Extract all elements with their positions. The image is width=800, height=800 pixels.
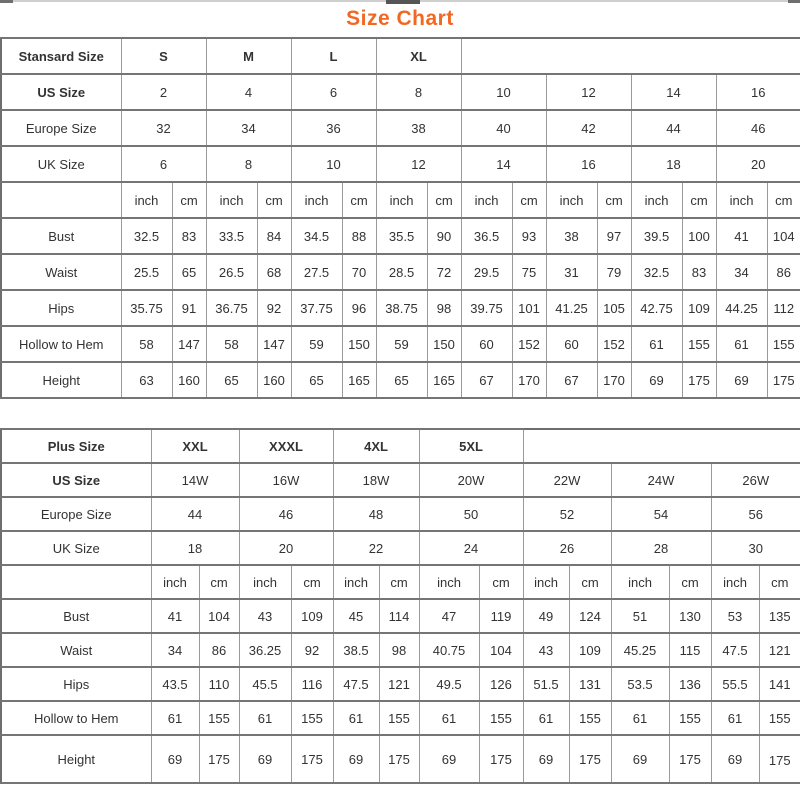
table-cell: 101 xyxy=(512,290,546,326)
row-europe-size xyxy=(1,110,800,146)
table-cell: 69 xyxy=(716,362,767,398)
table-cell: 37.75 xyxy=(291,290,342,326)
table-cell: 60 xyxy=(546,326,597,362)
table-cell: 4 xyxy=(206,74,291,110)
table-cell: 69 xyxy=(419,735,479,783)
table-cell: 14 xyxy=(631,74,716,110)
table-cell: 26 xyxy=(523,531,611,565)
table-cell: 84 xyxy=(257,218,291,254)
row-uk-size xyxy=(1,146,800,182)
table-cell: 61 xyxy=(419,701,479,735)
table-cell: 175 xyxy=(767,362,800,398)
row-label: Waist xyxy=(1,254,121,290)
table-cell: 44.25 xyxy=(716,290,767,326)
table-cell: 45.25 xyxy=(611,633,669,667)
table-cell: inch xyxy=(711,565,759,599)
row-waist xyxy=(1,254,800,290)
table-cell: 39.75 xyxy=(461,290,512,326)
table-cell: 70 xyxy=(342,254,376,290)
table-cell: 59 xyxy=(376,326,427,362)
table-cell: 43 xyxy=(523,633,569,667)
table-cell: 175 xyxy=(479,735,523,783)
table-cell: 40.75 xyxy=(419,633,479,667)
table-cell: 6 xyxy=(291,74,376,110)
row-hollow-to-hem xyxy=(1,326,800,362)
table-cell: 8 xyxy=(206,146,291,182)
table-cell: 49.5 xyxy=(419,667,479,701)
table-cell: 34.5 xyxy=(291,218,342,254)
table-cell: 32.5 xyxy=(631,254,682,290)
row-units xyxy=(1,565,800,599)
table-cell: 45 xyxy=(333,599,379,633)
table-cell: 61 xyxy=(631,326,682,362)
table-cell: 165 xyxy=(427,362,461,398)
table-cell: 6 xyxy=(121,146,206,182)
table-cell: cm xyxy=(759,565,800,599)
table-gap xyxy=(0,399,800,428)
table-cell: 28.5 xyxy=(376,254,427,290)
table-cell: 109 xyxy=(291,599,333,633)
row-height xyxy=(1,362,800,398)
table-cell: cm xyxy=(669,565,711,599)
table-cell: 152 xyxy=(512,326,546,362)
row-bust xyxy=(1,218,800,254)
table-cell: 29.5 xyxy=(461,254,512,290)
table-cell: 42.75 xyxy=(631,290,682,326)
table-cell: inch xyxy=(206,182,257,218)
table-cell: 112 xyxy=(767,290,800,326)
table-cell: 136 xyxy=(669,667,711,701)
row-label: Stansard Size xyxy=(1,38,121,74)
table-cell: 109 xyxy=(682,290,716,326)
plus-size-table xyxy=(0,428,800,784)
table-cell: 38.75 xyxy=(376,290,427,326)
table-cell: 110 xyxy=(199,667,239,701)
table-cell: 58 xyxy=(206,326,257,362)
table-cell: 10 xyxy=(291,146,376,182)
table-cell: 54 xyxy=(611,497,711,531)
table-cell: XXL xyxy=(151,429,239,463)
table-cell: 58 xyxy=(121,326,172,362)
table-cell: cm xyxy=(479,565,523,599)
table-cell: 65 xyxy=(172,254,206,290)
table-cell: 175 xyxy=(682,362,716,398)
table-cell: 141 xyxy=(759,667,800,701)
table-cell: 100 xyxy=(682,218,716,254)
row-label: Hollow to Hem xyxy=(1,701,151,735)
table-cell: inch xyxy=(239,565,291,599)
row-hollow-to-hem xyxy=(1,701,800,735)
table-cell: XXXL xyxy=(239,429,333,463)
table-cell: 150 xyxy=(342,326,376,362)
table-cell: 16 xyxy=(546,146,631,182)
table-cell: 92 xyxy=(257,290,291,326)
table-cell: 2 xyxy=(121,74,206,110)
table-cell: inch xyxy=(546,182,597,218)
row-label xyxy=(1,182,121,218)
table-cell: 93 xyxy=(512,218,546,254)
row-uk-size xyxy=(1,531,800,565)
table-cell: 12 xyxy=(376,146,461,182)
table-cell: 44 xyxy=(151,497,239,531)
row-label: Hips xyxy=(1,667,151,701)
row-label: US Size xyxy=(1,463,151,497)
table-cell: 98 xyxy=(427,290,461,326)
row-label: Europe Size xyxy=(1,497,151,531)
table-cell: cm xyxy=(342,182,376,218)
table-cell: 47.5 xyxy=(711,633,759,667)
table-cell: 32 xyxy=(121,110,206,146)
table-cell: inch xyxy=(419,565,479,599)
table-cell: 68 xyxy=(257,254,291,290)
row-label: Bust xyxy=(1,218,121,254)
row-hips xyxy=(1,290,800,326)
row-label: Height xyxy=(1,735,151,783)
table-cell: 115 xyxy=(669,633,711,667)
table-cell: 10 xyxy=(461,74,546,110)
table-cell: 121 xyxy=(759,633,800,667)
row-label: US Size xyxy=(1,74,121,110)
table-cell: 27.5 xyxy=(291,254,342,290)
table-cell: 65 xyxy=(376,362,427,398)
table-cell: 170 xyxy=(597,362,631,398)
table-cell: 25.5 xyxy=(121,254,172,290)
table-cell: 18 xyxy=(151,531,239,565)
table-cell: 26.5 xyxy=(206,254,257,290)
table-cell: 135 xyxy=(759,599,800,633)
table-cell: inch xyxy=(291,182,342,218)
table-cell: 69 xyxy=(711,735,759,783)
table-cell: inch xyxy=(333,565,379,599)
table-cell: 155 xyxy=(569,701,611,735)
table-cell: 155 xyxy=(199,701,239,735)
table-cell: 22 xyxy=(333,531,419,565)
table-cell: 150 xyxy=(427,326,461,362)
row-label: Waist xyxy=(1,633,151,667)
table-cell: 46 xyxy=(716,110,800,146)
table-cell: 104 xyxy=(767,218,800,254)
table-cell: inch xyxy=(611,565,669,599)
table-cell: 61 xyxy=(333,701,379,735)
table-cell: 43.5 xyxy=(151,667,199,701)
table-cell: 147 xyxy=(172,326,206,362)
page-title: Size Chart xyxy=(346,7,454,30)
table-cell: 75 xyxy=(512,254,546,290)
table-cell: 47.5 xyxy=(333,667,379,701)
table-cell: 126 xyxy=(479,667,523,701)
table-cell: 121 xyxy=(379,667,419,701)
table-cell: 35.75 xyxy=(121,290,172,326)
table-cell: 36.5 xyxy=(461,218,512,254)
table-cell: cm xyxy=(597,182,631,218)
table-cell: 24W xyxy=(611,463,711,497)
table-cell: inch xyxy=(151,565,199,599)
table-cell: 44 xyxy=(631,110,716,146)
table-cell: 83 xyxy=(682,254,716,290)
table-cell: 104 xyxy=(479,633,523,667)
table-cell: 52 xyxy=(523,497,611,531)
table-cell: 41 xyxy=(716,218,767,254)
table-cell: 155 xyxy=(767,326,800,362)
table-cell: inch xyxy=(121,182,172,218)
table-cell: 114 xyxy=(379,599,419,633)
table-cell: 92 xyxy=(291,633,333,667)
row-units xyxy=(1,182,800,218)
table-cell: 104 xyxy=(199,599,239,633)
table-cell: cm xyxy=(767,182,800,218)
table-cell: 109 xyxy=(569,633,611,667)
row-label xyxy=(1,565,151,599)
row-us-size xyxy=(1,74,800,110)
cropped-text-artifact xyxy=(386,0,420,4)
table-cell: 53.5 xyxy=(611,667,669,701)
table-cell: 24 xyxy=(419,531,523,565)
table-cell: 59 xyxy=(291,326,342,362)
row-label: Hips xyxy=(1,290,121,326)
table-cell: 49 xyxy=(523,599,569,633)
table-cell: 34 xyxy=(716,254,767,290)
table-cell: 155 xyxy=(669,701,711,735)
table-cell: 38 xyxy=(376,110,461,146)
table-cell: 20 xyxy=(239,531,333,565)
table-cell: cm xyxy=(379,565,419,599)
table-cell: cm xyxy=(682,182,716,218)
row-height xyxy=(1,735,800,783)
row-waist xyxy=(1,633,800,667)
cropped-text-artifact xyxy=(0,0,13,3)
table-cell: 69 xyxy=(631,362,682,398)
table-cell: 8 xyxy=(376,74,461,110)
table-cell: 18W xyxy=(333,463,419,497)
table-cell: 165 xyxy=(342,362,376,398)
table-cell: 160 xyxy=(172,362,206,398)
row-bust xyxy=(1,599,800,633)
table-cell: 56 xyxy=(711,497,800,531)
table-cell: XL xyxy=(376,38,461,74)
table-cell: S xyxy=(121,38,206,74)
table-cell: 41 xyxy=(151,599,199,633)
table-cell: inch xyxy=(461,182,512,218)
table-cell: 119 xyxy=(479,599,523,633)
row-label: Hollow to Hem xyxy=(1,326,121,362)
table-cell: 22W xyxy=(523,463,611,497)
table-cell: 12 xyxy=(546,74,631,110)
table-cell: 34 xyxy=(151,633,199,667)
row-label: Height xyxy=(1,362,121,398)
table-cell: cm xyxy=(172,182,206,218)
table-cell: 42 xyxy=(546,110,631,146)
table-cell: 155 xyxy=(291,701,333,735)
table-cell: 16 xyxy=(716,74,800,110)
table-cell: 147 xyxy=(257,326,291,362)
table-cell: 175 xyxy=(199,735,239,783)
table-cell: 50 xyxy=(419,497,523,531)
table-cell: 69 xyxy=(239,735,291,783)
table-cell: 28 xyxy=(611,531,711,565)
table-cell: inch xyxy=(523,565,569,599)
table-cell: cm xyxy=(291,565,333,599)
table-cell: cm xyxy=(427,182,461,218)
table-cell: 51.5 xyxy=(523,667,569,701)
row-label: UK Size xyxy=(1,146,121,182)
table-cell: 40 xyxy=(461,110,546,146)
table-cell: 61 xyxy=(239,701,291,735)
table-cell: 97 xyxy=(597,218,631,254)
table-cell: 38 xyxy=(546,218,597,254)
table-cell: 79 xyxy=(597,254,631,290)
table-cell: 90 xyxy=(427,218,461,254)
table-cell: 98 xyxy=(379,633,419,667)
standard-size-table xyxy=(0,37,800,399)
table-cell: 61 xyxy=(611,701,669,735)
row-label: UK Size xyxy=(1,531,151,565)
row-plus-size xyxy=(1,429,800,463)
table-cell: 175 xyxy=(669,735,711,783)
table-cell: 31 xyxy=(546,254,597,290)
table-cell: 5XL xyxy=(419,429,523,463)
table-cell: 61 xyxy=(151,701,199,735)
table-cell: 170 xyxy=(512,362,546,398)
table-cell: 61 xyxy=(523,701,569,735)
table-cell: 38.5 xyxy=(333,633,379,667)
table-cell: 116 xyxy=(291,667,333,701)
table-cell: 30 xyxy=(711,531,800,565)
table-cell: 16W xyxy=(239,463,333,497)
table-cell: 35.5 xyxy=(376,218,427,254)
table-cell: 20 xyxy=(716,146,800,182)
table-cell: 155 xyxy=(682,326,716,362)
table-cell: 131 xyxy=(569,667,611,701)
table-cell: 175 xyxy=(291,735,333,783)
table-cell: 36 xyxy=(291,110,376,146)
table-cell: 175 xyxy=(569,735,611,783)
table-cell: 175 xyxy=(379,735,419,783)
table-cell: 105 xyxy=(597,290,631,326)
table-cell: 124 xyxy=(569,599,611,633)
table-cell: cm xyxy=(257,182,291,218)
row-label: Bust xyxy=(1,599,151,633)
table-cell: inch xyxy=(376,182,427,218)
row-standard-size xyxy=(1,38,800,74)
table-cell: 63 xyxy=(121,362,172,398)
table-cell: cm xyxy=(199,565,239,599)
table-cell: 47 xyxy=(419,599,479,633)
table-cell: 14W xyxy=(151,463,239,497)
row-us-size xyxy=(1,463,800,497)
table-cell: 152 xyxy=(597,326,631,362)
table-cell: 43 xyxy=(239,599,291,633)
table-cell: 45.5 xyxy=(239,667,291,701)
table-cell: 61 xyxy=(716,326,767,362)
table-cell: 69 xyxy=(611,735,669,783)
table-cell: inch xyxy=(631,182,682,218)
table-cell: 155 xyxy=(379,701,419,735)
table-cell: 69 xyxy=(333,735,379,783)
table-cell: 86 xyxy=(767,254,800,290)
table-cell: 36.75 xyxy=(206,290,257,326)
table-cell: M xyxy=(206,38,291,74)
table-cell: 160 xyxy=(257,362,291,398)
table-cell: 65 xyxy=(291,362,342,398)
table-cell: 55.5 xyxy=(711,667,759,701)
table-cell: 88 xyxy=(342,218,376,254)
table-cell: 51 xyxy=(611,599,669,633)
table-cell: 20W xyxy=(419,463,523,497)
table-cell: 41.25 xyxy=(546,290,597,326)
table-cell: 61 xyxy=(711,701,759,735)
table-cell: 36.25 xyxy=(239,633,291,667)
table-cell: 46 xyxy=(239,497,333,531)
table-cell: 83 xyxy=(172,218,206,254)
table-cell: 86 xyxy=(199,633,239,667)
table-cell: 67 xyxy=(461,362,512,398)
table-cell: 26W xyxy=(711,463,800,497)
table-cell: 91 xyxy=(172,290,206,326)
table-cell: 32.5 xyxy=(121,218,172,254)
table-cell: inch xyxy=(716,182,767,218)
table-cell: 67 xyxy=(546,362,597,398)
table-cell: 60 xyxy=(461,326,512,362)
table-cell: 130 xyxy=(669,599,711,633)
table-cell: 14 xyxy=(461,146,546,182)
table-cell: L xyxy=(291,38,376,74)
table-cell: 4XL xyxy=(333,429,419,463)
row-europe-size xyxy=(1,497,800,531)
cropped-text-artifact xyxy=(788,0,800,3)
table-cell: cm xyxy=(569,565,611,599)
table-cell: 48 xyxy=(333,497,419,531)
table-cell: 155 xyxy=(759,701,800,735)
table-cell: 33.5 xyxy=(206,218,257,254)
row-label: Plus Size xyxy=(1,429,151,463)
row-hips xyxy=(1,667,800,701)
table-cell: 175 xyxy=(759,735,800,783)
table-cell: 18 xyxy=(631,146,716,182)
table-cell: cm xyxy=(512,182,546,218)
row-label: Europe Size xyxy=(1,110,121,146)
table-cell: 155 xyxy=(479,701,523,735)
table-cell: 34 xyxy=(206,110,291,146)
table-cell: 72 xyxy=(427,254,461,290)
table-cell: 53 xyxy=(711,599,759,633)
table-cell: 69 xyxy=(523,735,569,783)
table-cell: 39.5 xyxy=(631,218,682,254)
table-cell: 69 xyxy=(151,735,199,783)
table-cell: 96 xyxy=(342,290,376,326)
table-cell: 65 xyxy=(206,362,257,398)
